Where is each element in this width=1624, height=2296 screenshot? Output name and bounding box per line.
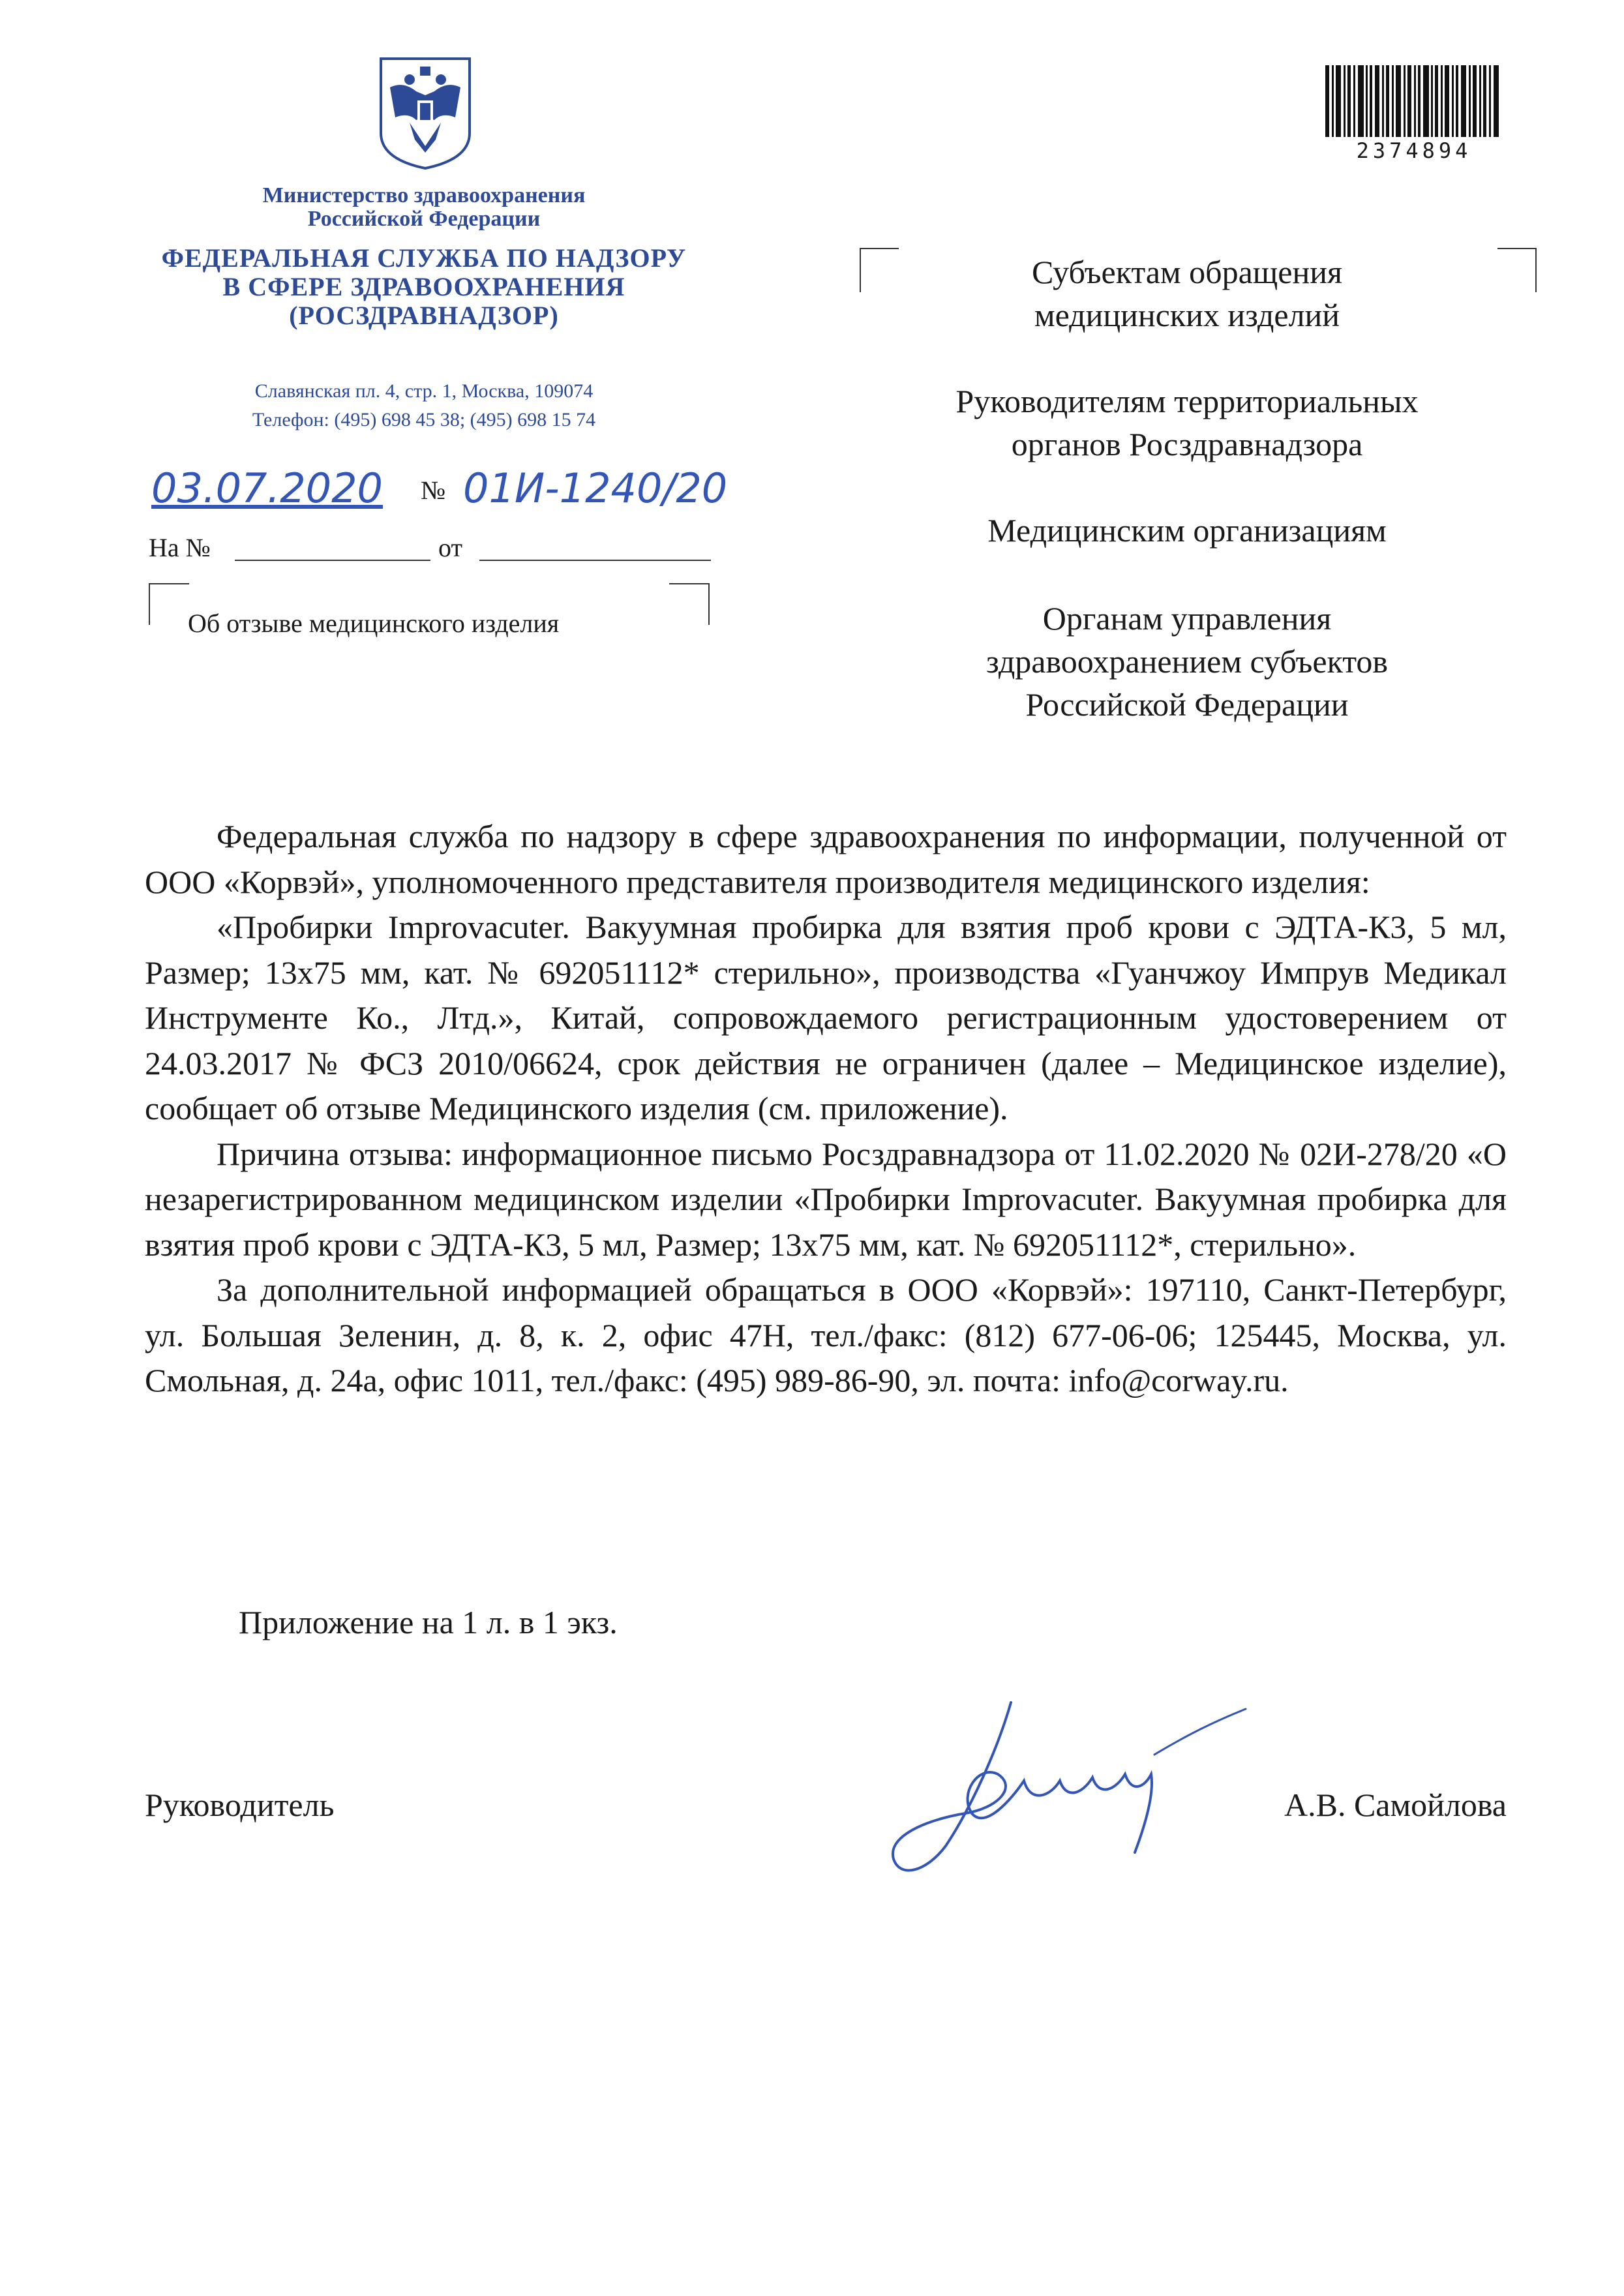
barcode — [1323, 63, 1505, 138]
ministry-line-2: Российской Федерации — [307, 207, 541, 231]
barcode-number: 2374894 — [1356, 138, 1472, 163]
signatory-title: Руководитель — [145, 1787, 335, 1823]
address-block — [130, 377, 717, 434]
recipient-4-line-1: Органам управления — [1042, 600, 1332, 637]
reply-number-line — [235, 560, 430, 561]
recipient-4-line-2: здравоохранением субъектов — [985, 643, 1389, 680]
recipient-3 — [861, 509, 1513, 552]
body-paragraph-3: Причина отзыва: информационное письмо Росздравнадзора от 11.02.2020 № 02И-278/20 «О незарегистрированном медицинском изделии «Пробирки Improvacuter. Вакуумная пробирка для взятия проб крови с ЭДТА-К3, 5 мл, Размер; 13х75 мм, кат. № 692051112*, стерильно». — [145, 1135, 1507, 1263]
service-name — [104, 244, 744, 330]
recipient-1-line-1: Субъектам обращения — [1032, 254, 1342, 290]
service-line-2: В СФЕРЕ ЗДРАВООХРАНЕНИЯ — [222, 272, 625, 301]
attachment-note: Приложение на 1 л. в 1 экз. — [239, 1604, 618, 1640]
reg-number-sign: № — [421, 476, 446, 505]
service-line-1: ФЕДЕРАЛЬНАЯ СЛУЖБА ПО НАДЗОРУ — [161, 243, 687, 273]
reply-date-line — [479, 560, 711, 561]
recipient-1-line-2: медицинских изделий — [1034, 297, 1340, 333]
handwritten-signature — [887, 1689, 1252, 1885]
ministry-name — [157, 184, 691, 231]
recipient-4-line-3: Российской Федерации — [1025, 686, 1349, 723]
signatory-name: А.В. Самойлова — [1284, 1787, 1507, 1823]
body-paragraph-2: «Пробирки Improvacuter. Вакуумная пробирка для взятия проб крови с ЭДТА-К3, 5 мл, Размер; 13х75 мм, кат. № 692051112* стерильно», производства «Гуанчжоу Импрув Медикал Инструменте Ко., Лтд.», Китай, сопровождаемого регистрационным удостоверением от 24.03.2017 № ФСЗ 2010/06624, срок действия не ограничен (далее – Медицинское изделие), сообщает об отзыве Медицинского изделия (см. приложение). — [145, 909, 1507, 1126]
ministry-line-1: Министерство здравоохранения — [262, 183, 586, 207]
subject: Об отзыве медицинского изделия — [188, 609, 560, 638]
recipient-2-line-1: Руководителям территориальных — [955, 383, 1419, 419]
service-line-3: (РОСЗДРАВНАДЗОР) — [289, 301, 559, 330]
reg-date: 03.07.2020 — [151, 464, 383, 512]
subject-bracket-right — [669, 583, 710, 625]
address: Славянская пл. 4, стр. 1, Москва, 109074 — [254, 380, 594, 402]
recipient-2 — [861, 380, 1513, 466]
barcode-graphic — [1323, 63, 1505, 138]
body-paragraph-1: Федеральная служба по надзору в сфере здравоохранения по информации, полученной от ООО «Корвэй», уполномоченного представителя производителя медицинского изделия: — [145, 818, 1507, 900]
letter-body — [145, 814, 1507, 1404]
reply-label: На № — [149, 533, 211, 562]
recipient-4 — [861, 597, 1513, 726]
subject-bracket-left — [149, 583, 189, 625]
reg-number: 01И-1240/20 — [463, 464, 728, 512]
recipient-2-line-2: органов Росздравнадзора — [1011, 426, 1363, 462]
recipient-3-line-1: Медицинским организациям — [987, 512, 1387, 549]
phone: Телефон: (495) 698 45 38; (495) 698 15 74 — [252, 409, 596, 430]
coat-of-arms-icon — [377, 55, 474, 171]
recipient-1 — [861, 250, 1513, 337]
body-paragraph-4: За дополнительной информацией обращаться в ООО «Корвэй»: 197110, Санкт-Петербург, ул. Большая Зеленин, д. 8, к. 2, офис 47Н, тел./факс: (812) 677-06-06; 125445, Москва, ул. Смольная, д. 24а, офис 1011, тел./факс: (495) 989-86-90, эл. почта: info@corway.ru. — [145, 1271, 1507, 1398]
from-label: от — [438, 533, 462, 562]
